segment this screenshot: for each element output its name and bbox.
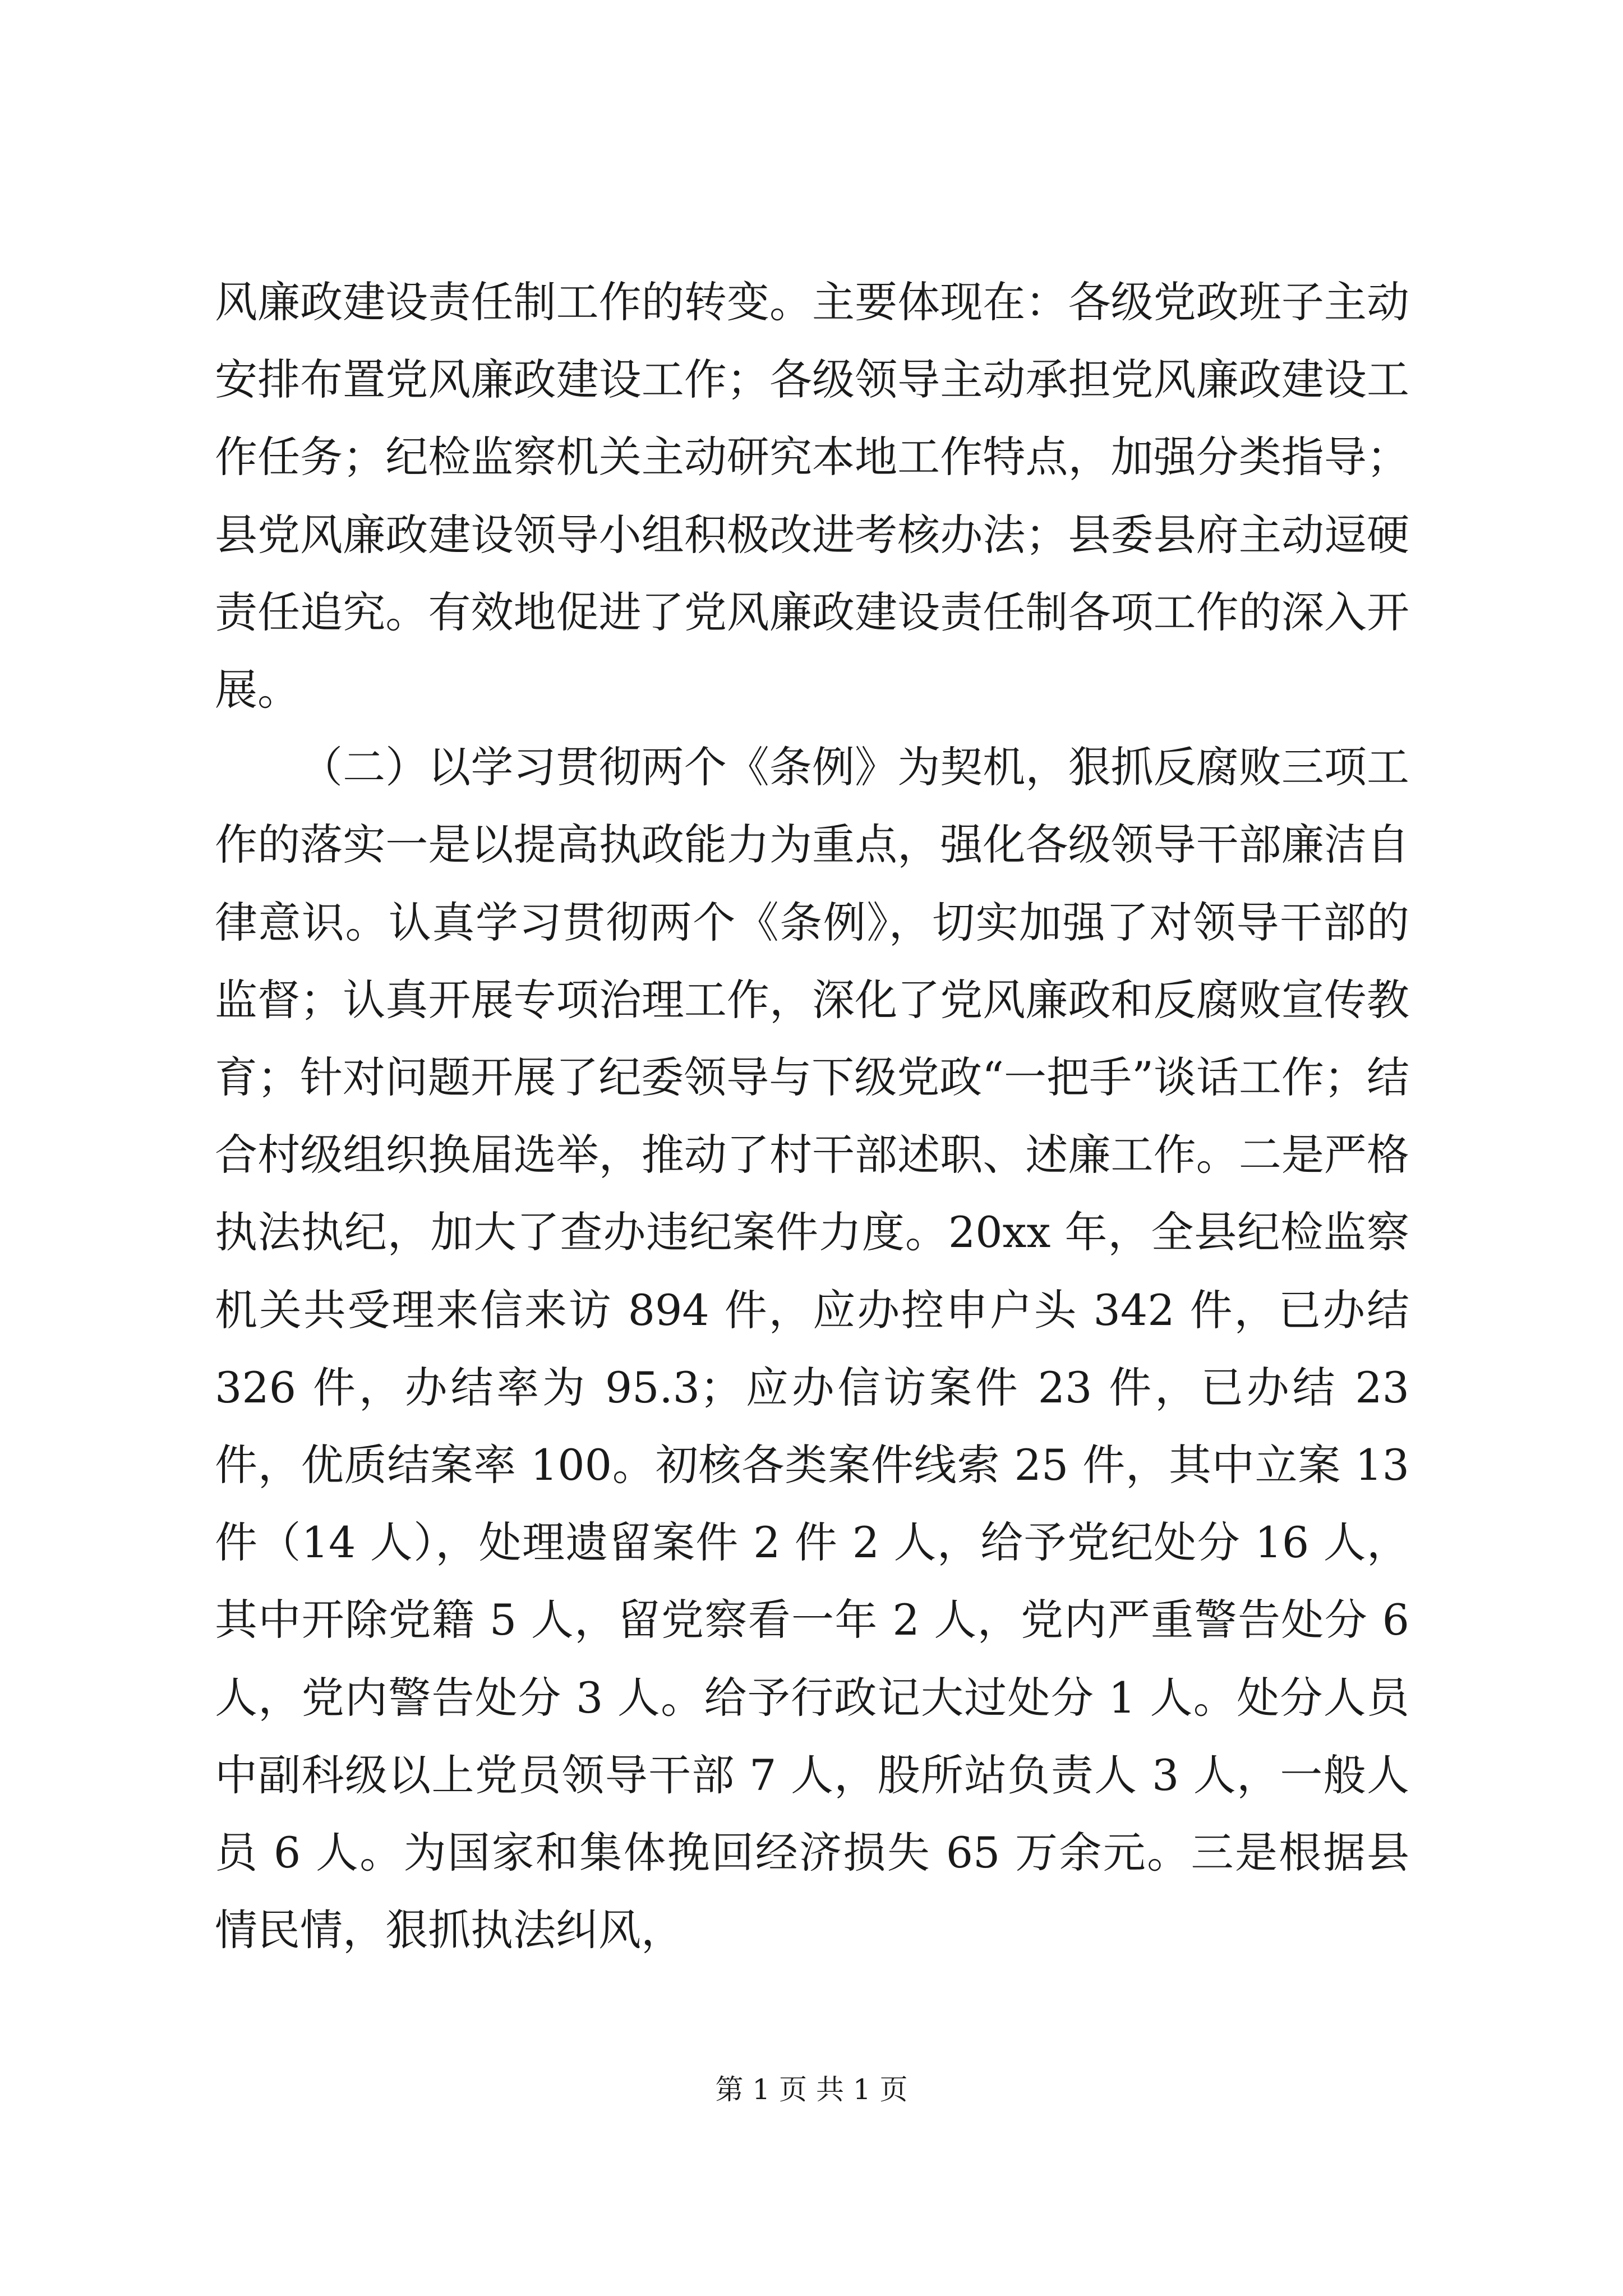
document-body (215, 264, 1409, 1969)
page-footer: 第 1 页 共 1 页 (715, 2073, 908, 2106)
paragraph-continuation: 风廉政建设责任制工作的转变。主要体现在：各级党政班子主动安排布置党风廉政建设工作；各级领导主动承担党风廉政建设工作任务；纪检监察机关主动研究本地工作特点，加强分类指导；县党风廉政建设领导小组积极改进考核办法；县委县府主动逗硬责任追究。有效地促进了党风廉政建设责任制各项工作的深入开展。 (215, 277, 1409, 715)
paragraph-section-two: （二）以学习贯彻两个《条例》为契机，狠抓反腐败三项工作的落实一是以提高执政能力为重点，强化各级领导干部廉洁自律意识。认真学习贯彻两个《条例》，切实加强了对领导干部的监督；认真开展专项治理工作，深化了党风廉政和反腐败宣传教育；针对问题开展了纪委领导与下级党政“一把手”谈话工作；结合村级组织换届选举，推动了村干部述职、述廉工作。二是严格执法执纪，加大了查办违纪案件力度。20xx 年，全县纪检监察机关共受理来信来访 894 件，应办控申户头 342 件，已办结 326 件，办结率为 95.3；应办信访案件 23 件，已办结 23 件，优质结案率 100。初核各类案件线索 25 件，其中立案 13 件（14 人），处理遗留案件 2 件 2 人，给予党纪处分 16 人，其中开除党籍 5 人，留党察看一年 2 人，党内严重警告处分 6 人，党内警告处分 3 人。给予行政记大过处分 1 人。处分人员中副科级以上党员领导干部 7 人，股所站负责人 3 人，一般人员 6 人。为国家和集体挽回经济损失 65 万余元。三是根据县情民情，狠抓执法纠风， (215, 742, 1409, 1955)
